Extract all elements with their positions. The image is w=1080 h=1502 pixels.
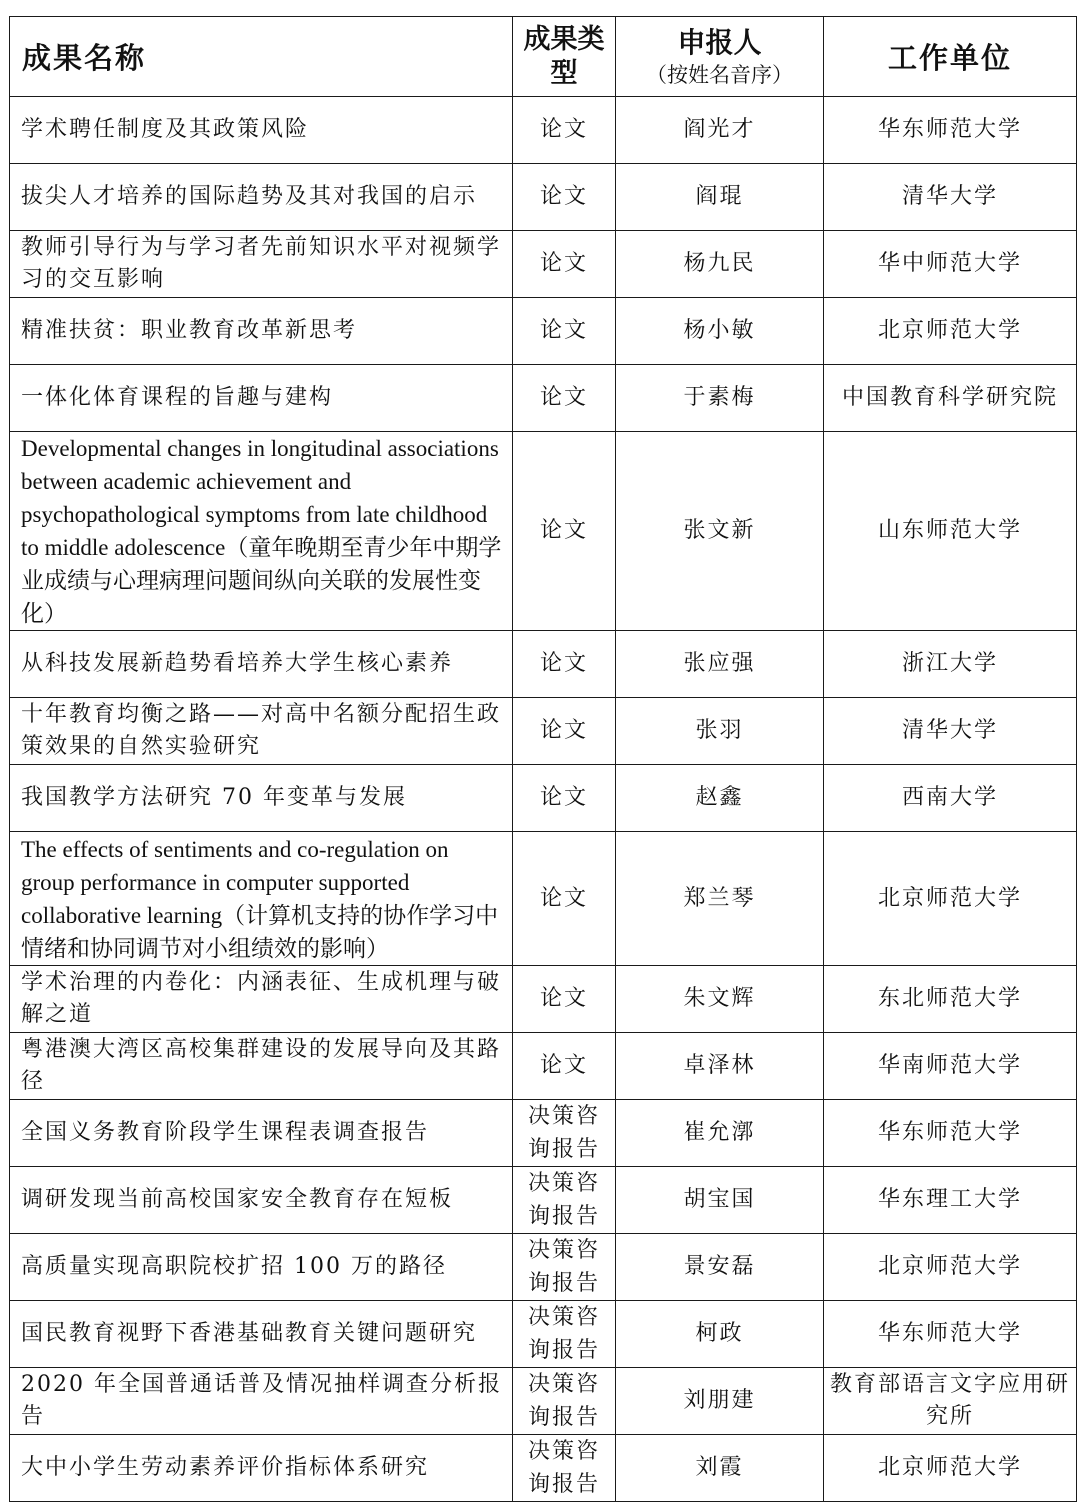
cell-name: The effects of sentiments and co-regulation on group performance in computer supported collaborative learning（计算机支持的协作学习中情绪和协同调节对小组绩效的影响） <box>10 832 513 966</box>
table-row <box>10 231 1077 298</box>
cell-applicant: 胡宝国 <box>616 1167 824 1234</box>
cell-applicant: 张文新 <box>616 432 824 631</box>
cell-name: 全国义务教育阶段学生课程表调查报告 <box>10 1100 513 1167</box>
cell-applicant: 杨九民 <box>616 231 824 298</box>
table-row <box>10 1368 1077 1435</box>
cell-applicant: 张羽 <box>616 698 824 765</box>
cell-name: Developmental changes in longitudinal associations between academic achievement and psychopathological symptoms from late childhood to middle adolescence（童年晚期至青少年中期学业成绩与心理病理问题间纵向关联的发展性变化） <box>10 432 513 631</box>
cell-type: 论文 <box>513 97 616 164</box>
cell-type: 论文 <box>513 298 616 365</box>
cell-unit: 华东师范大学 <box>824 1100 1077 1167</box>
cell-name: 我国教学方法研究 70 年变革与发展 <box>10 765 513 832</box>
table-row <box>10 1234 1077 1301</box>
table-row <box>10 1033 1077 1100</box>
cell-type: 论文 <box>513 432 616 631</box>
table-row <box>10 164 1077 231</box>
cell-type: 论文 <box>513 765 616 832</box>
cell-applicant: 柯政 <box>616 1301 824 1368</box>
cell-type: 决策咨询报告 <box>513 1100 616 1167</box>
cell-unit: 清华大学 <box>824 698 1077 765</box>
table-row <box>10 432 1077 631</box>
cell-name: 2020 年全国普通话普及情况抽样调查分析报告 <box>10 1368 513 1435</box>
cell-name: 调研发现当前高校国家安全教育存在短板 <box>10 1167 513 1234</box>
cell-unit: 北京师范大学 <box>824 1435 1077 1502</box>
cell-type: 决策咨询报告 <box>513 1435 616 1502</box>
cell-unit: 山东师范大学 <box>824 432 1077 631</box>
cell-name: 高质量实现高职院校扩招 100 万的路径 <box>10 1234 513 1301</box>
cell-applicant: 卓泽林 <box>616 1033 824 1100</box>
cell-unit: 华东师范大学 <box>824 97 1077 164</box>
cell-name: 粤港澳大湾区高校集群建设的发展导向及其路径 <box>10 1033 513 1100</box>
header-name: 成果名称 <box>10 17 513 97</box>
cell-applicant: 张应强 <box>616 631 824 698</box>
cell-applicant: 阎光才 <box>616 97 824 164</box>
cell-name: 一体化体育课程的旨趣与建构 <box>10 365 513 432</box>
table-row <box>10 1301 1077 1368</box>
cell-applicant: 赵鑫 <box>616 765 824 832</box>
cell-unit: 华中师范大学 <box>824 231 1077 298</box>
cell-unit: 华南师范大学 <box>824 1033 1077 1100</box>
table-row <box>10 97 1077 164</box>
cell-applicant: 景安磊 <box>616 1234 824 1301</box>
cell-type: 决策咨询报告 <box>513 1368 616 1435</box>
table-row <box>10 1100 1077 1167</box>
cell-unit: 教育部语言文字应用研究所 <box>824 1368 1077 1435</box>
cell-applicant: 郑兰琴 <box>616 832 824 966</box>
cell-applicant: 崔允漷 <box>616 1100 824 1167</box>
cell-unit: 清华大学 <box>824 164 1077 231</box>
cell-applicant: 阎琨 <box>616 164 824 231</box>
cell-unit: 浙江大学 <box>824 631 1077 698</box>
cell-unit: 西南大学 <box>824 765 1077 832</box>
table-row <box>10 298 1077 365</box>
header-applicant-note: （按姓名音序） <box>646 62 793 87</box>
cell-type: 论文 <box>513 164 616 231</box>
table-row <box>10 631 1077 698</box>
cell-name: 精准扶贫：职业教育改革新思考 <box>10 298 513 365</box>
cell-applicant: 刘霞 <box>616 1435 824 1502</box>
cell-name: 国民教育视野下香港基础教育关键问题研究 <box>10 1301 513 1368</box>
cell-unit: 中国教育科学研究院 <box>824 365 1077 432</box>
cell-unit: 北京师范大学 <box>824 1234 1077 1301</box>
table-row <box>10 1167 1077 1234</box>
cell-type: 论文 <box>513 231 616 298</box>
table-row <box>10 832 1077 966</box>
cell-type: 论文 <box>513 832 616 966</box>
cell-type: 论文 <box>513 966 616 1033</box>
cell-type: 论文 <box>513 631 616 698</box>
cell-type: 决策咨询报告 <box>513 1301 616 1368</box>
cell-unit: 北京师范大学 <box>824 298 1077 365</box>
table-row <box>10 698 1077 765</box>
cell-unit: 华东师范大学 <box>824 1301 1077 1368</box>
header-unit: 工作单位 <box>824 17 1077 97</box>
cell-name: 十年教育均衡之路——对高中名额分配招生政策效果的自然实验研究 <box>10 698 513 765</box>
cell-applicant: 杨小敏 <box>616 298 824 365</box>
cell-name: 拔尖人才培养的国际趋势及其对我国的启示 <box>10 164 513 231</box>
header-applicant <box>616 17 824 97</box>
cell-type: 决策咨询报告 <box>513 1167 616 1234</box>
header-applicant-label: 申报人 <box>677 25 762 59</box>
table-row <box>10 765 1077 832</box>
cell-applicant: 刘朋建 <box>616 1368 824 1435</box>
cell-applicant: 于素梅 <box>616 365 824 432</box>
header-type: 成果类型 <box>513 17 616 97</box>
cell-unit: 东北师范大学 <box>824 966 1077 1033</box>
cell-type: 论文 <box>513 1033 616 1100</box>
cell-type: 决策咨询报告 <box>513 1234 616 1301</box>
table-row <box>10 1435 1077 1502</box>
cell-name: 从科技发展新趋势看培养大学生核心素养 <box>10 631 513 698</box>
cell-applicant: 朱文辉 <box>616 966 824 1033</box>
cell-name: 学术治理的内卷化：内涵表征、生成机理与破解之道 <box>10 966 513 1033</box>
cell-name: 学术聘任制度及其政策风险 <box>10 97 513 164</box>
header-row <box>10 17 1077 97</box>
achievements-table <box>9 16 1077 1502</box>
table-row <box>10 365 1077 432</box>
cell-name: 教师引导行为与学习者先前知识水平对视频学习的交互影响 <box>10 231 513 298</box>
cell-unit: 华东理工大学 <box>824 1167 1077 1234</box>
cell-type: 论文 <box>513 698 616 765</box>
cell-name: 大中小学生劳动素养评价指标体系研究 <box>10 1435 513 1502</box>
table-row <box>10 966 1077 1033</box>
cell-unit: 北京师范大学 <box>824 832 1077 966</box>
cell-type: 论文 <box>513 365 616 432</box>
